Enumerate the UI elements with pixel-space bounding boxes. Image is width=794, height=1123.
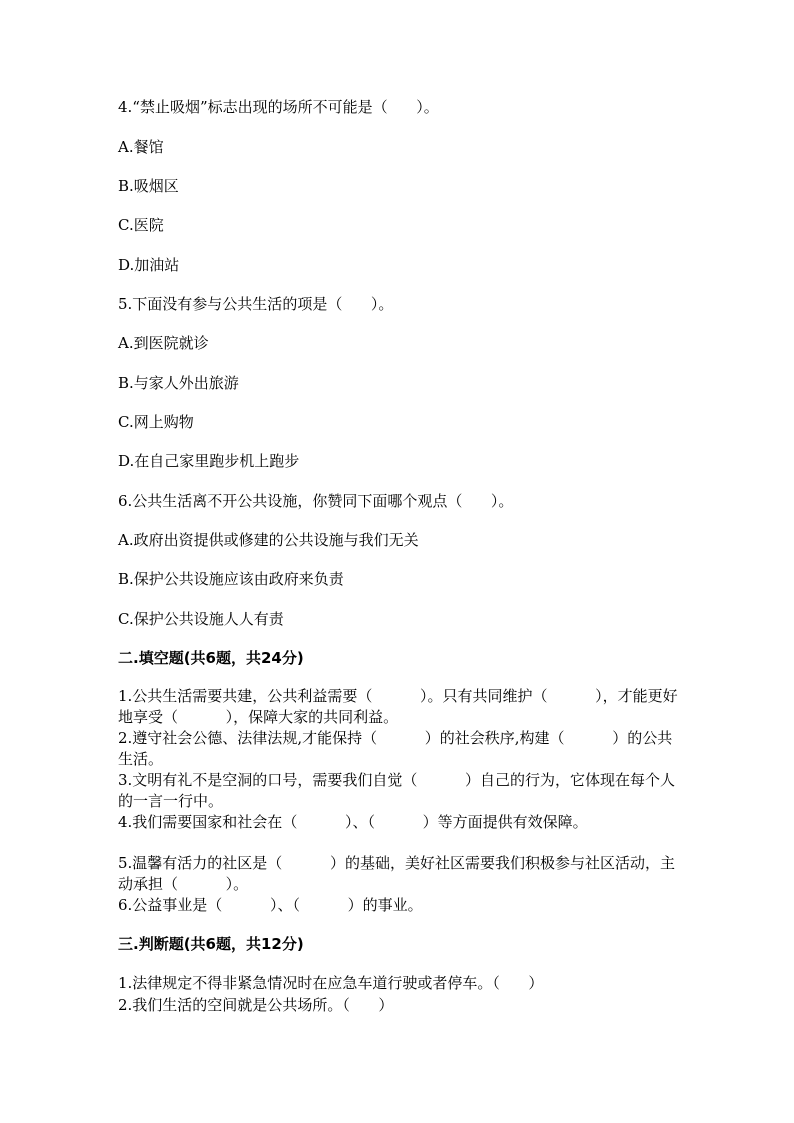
question-5-option-d: D.在自己家里跑步机上跑步 xyxy=(118,452,300,470)
fill-item-4: 4.我们需要国家和社会在（ ）、（ ）等方面提供有效保障。 xyxy=(118,813,588,831)
question-4-option-d: D.加油站 xyxy=(118,256,180,274)
question-4-option-b: B.吸烟区 xyxy=(118,177,179,195)
question-6-option-c: C.保护公共设施人人有责 xyxy=(118,610,284,628)
question-5-option-a: A.到医院就诊 xyxy=(118,334,209,352)
question-5-stem: 5.下面没有参与公共生活的项是（ ）。 xyxy=(118,295,394,313)
question-4-option-a: A.餐馆 xyxy=(118,138,164,156)
question-6-stem: 6.公共生活离不开公共设施，你赞同下面哪个观点（ ）。 xyxy=(118,492,514,510)
fill-item-2: 2.遵守社会公德、法律法规,才能保持（ ）的社会秩序,构建（ ）的公共生活。 xyxy=(118,729,673,768)
question-4-stem: 4.“禁止吸烟”标志出现的场所不可能是（ ）。 xyxy=(118,98,439,116)
fill-section-heading: 二.填空题(共6题，共24分) xyxy=(118,649,304,667)
judge-section-heading: 三.判断题(共6题，共12分) xyxy=(118,935,304,953)
question-6-option-b: B.保护公共设施应该由政府来负责 xyxy=(118,570,344,588)
judge-item-1: 1.法律规定不得非紧急情况时在应急车道行驶或者停车。（ ） xyxy=(118,974,544,992)
fill-item-3: 3.文明有礼不是空洞的口号，需要我们自觉（ ）自己的行为，它体现在每个人的一言一行中。 xyxy=(118,771,675,810)
question-4-option-c: C.医院 xyxy=(118,216,164,234)
judge-item-2: 2.我们生活的空间就是公共场所。（ ） xyxy=(118,996,394,1014)
question-5-option-c: C.网上购物 xyxy=(118,413,194,431)
question-6-option-a: A.政府出资提供或修建的公共设施与我们无关 xyxy=(118,531,419,549)
question-5-option-b: B.与家人外出旅游 xyxy=(118,374,239,392)
fill-item-5: 5.温馨有活力的社区是（ ）的基础，美好社区需要我们积极参与社区活动，主动承担（ ）。 xyxy=(118,854,675,893)
fill-item-6: 6.公益事业是（ ）、（ ）的事业。 xyxy=(118,896,423,914)
fill-item-1: 1.公共生活需要共建，公共利益需要（ ）。只有共同维护（ ），才能更好地享受（ ），保障大家的共同利益。 xyxy=(118,687,678,726)
